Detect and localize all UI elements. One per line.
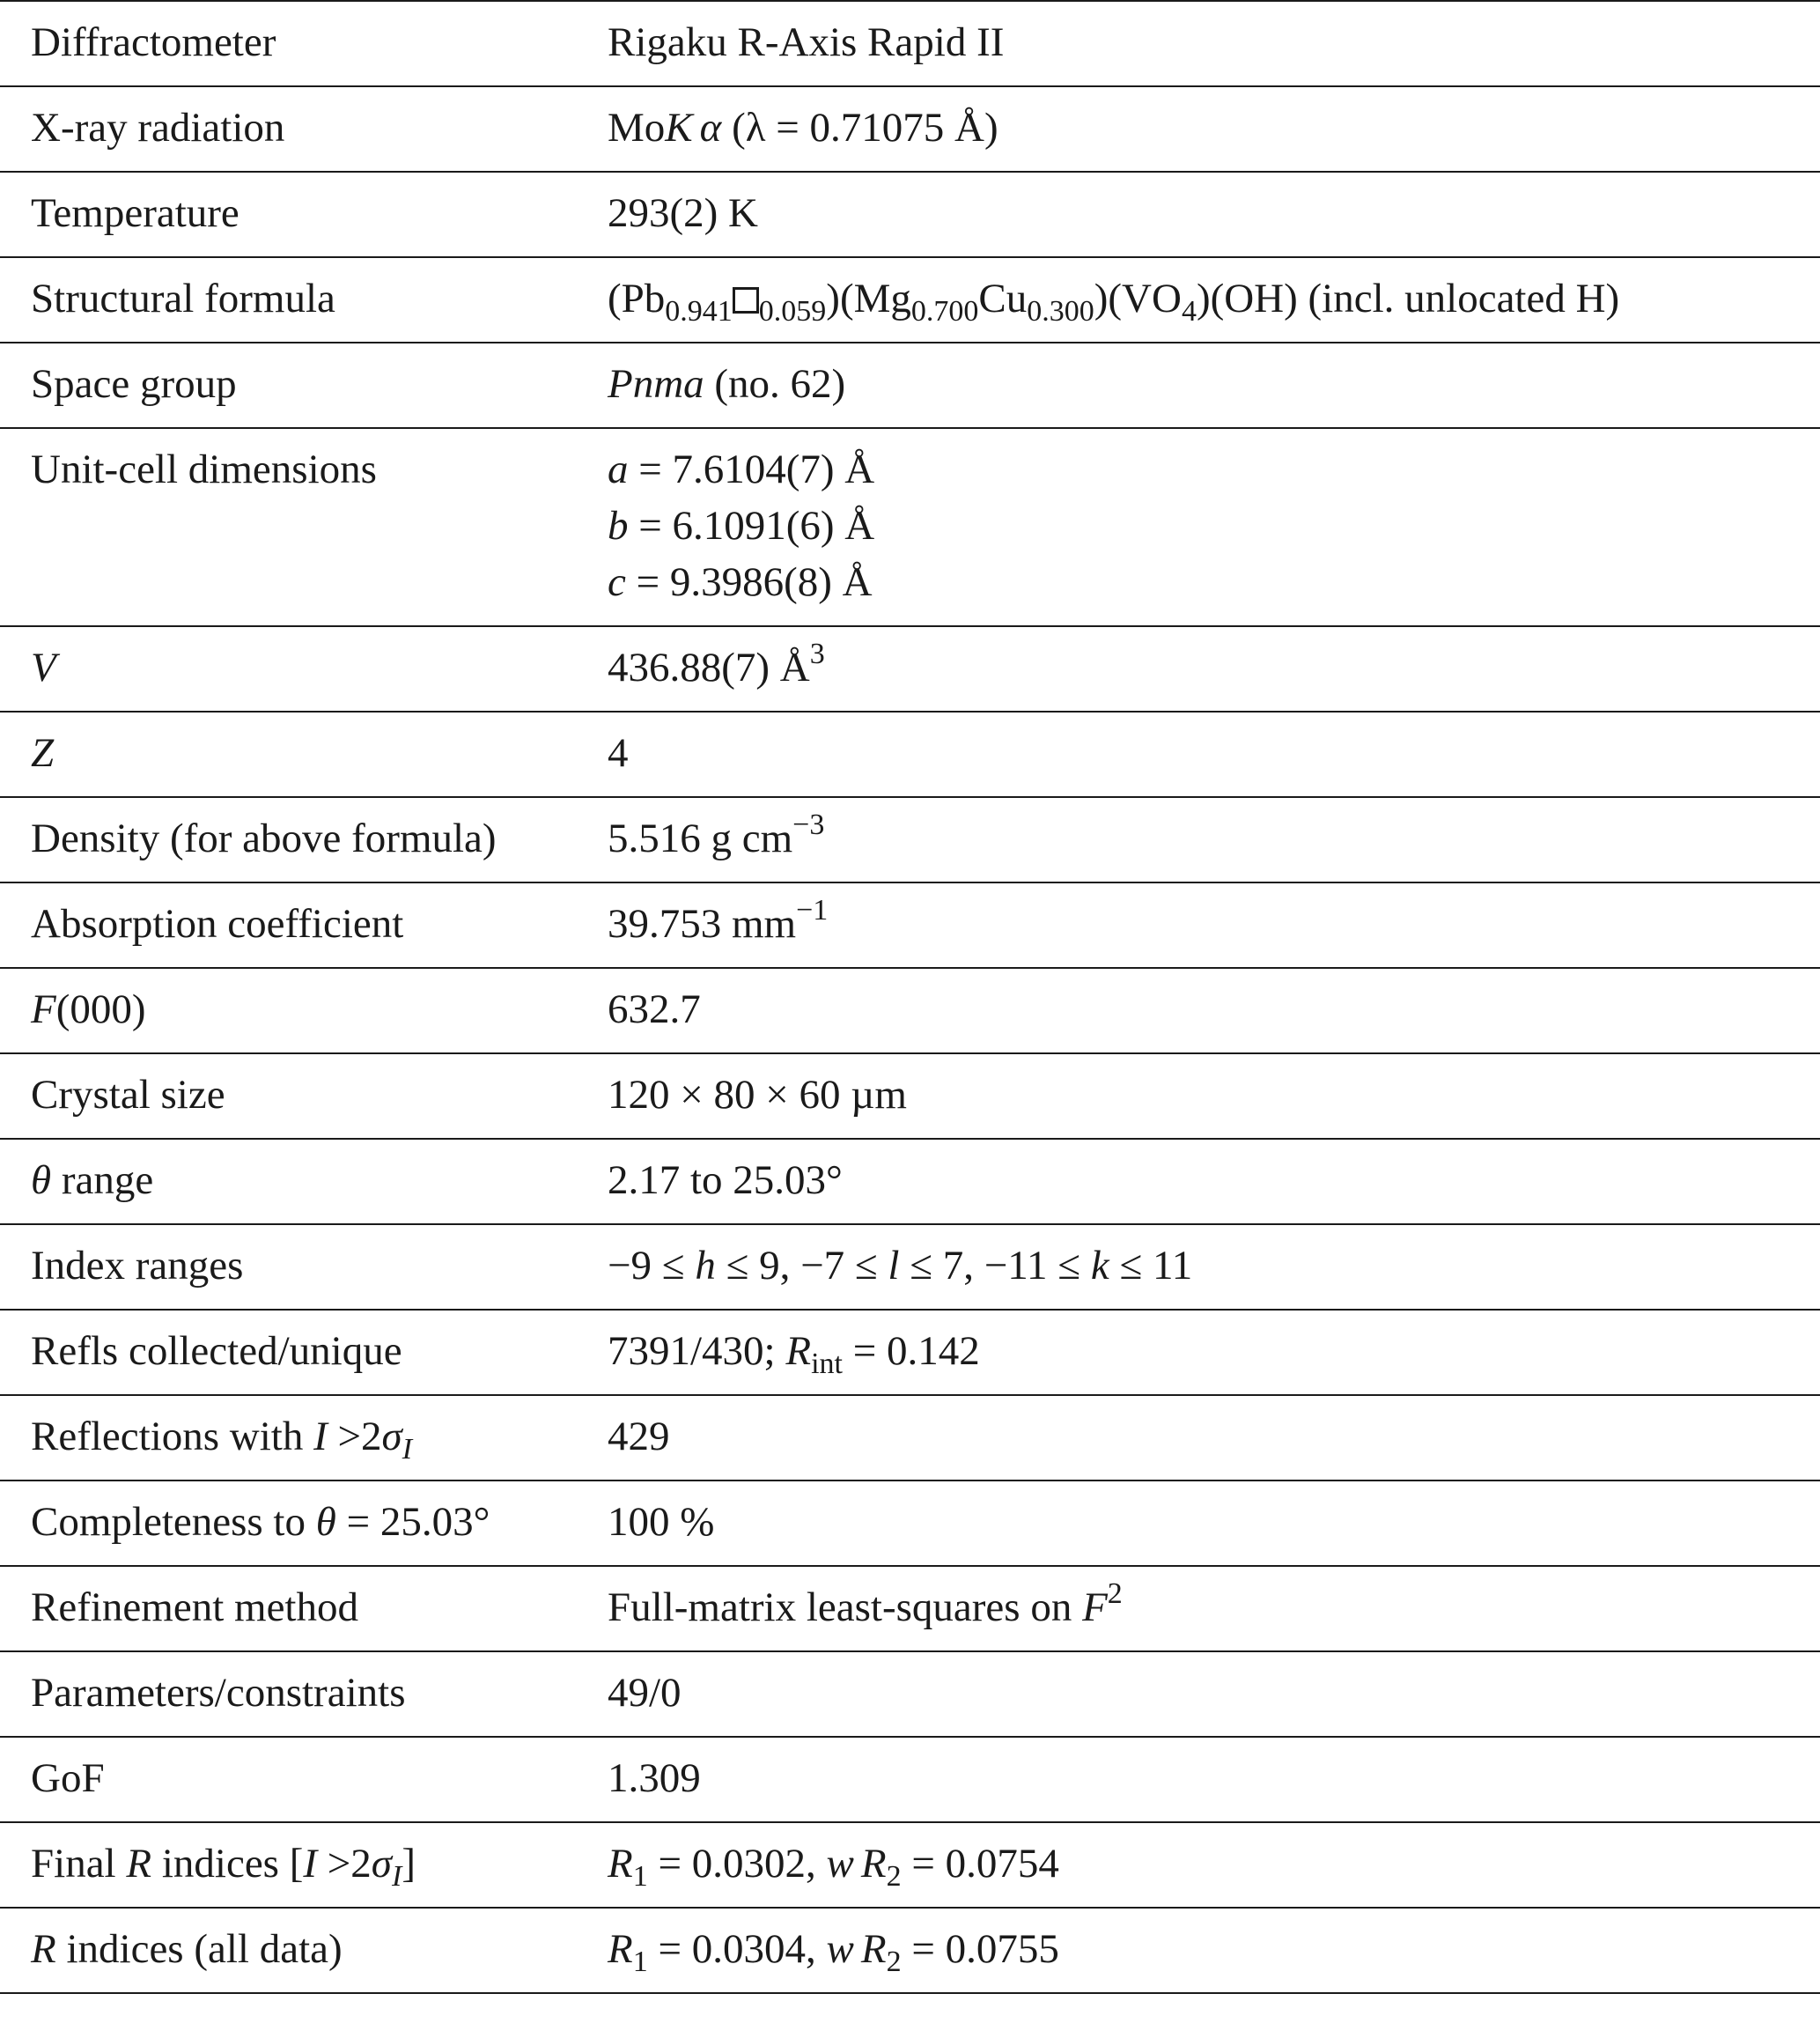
row-label: Absorption coefficient	[31, 901, 404, 947]
table-row	[0, 797, 1820, 882]
table-row	[0, 1053, 1820, 1139]
row-label: Structural formula	[31, 276, 335, 321]
row-value: 49/0	[608, 1670, 682, 1716]
value-text: = 0.142	[843, 1328, 980, 1374]
row-value	[577, 1310, 1820, 1395]
value-text: (Pb	[608, 276, 666, 321]
label-text: (000)	[55, 986, 146, 1032]
row-label: Unit-cell dimensions	[31, 447, 377, 492]
row-label: Density (for above formula)	[31, 816, 497, 861]
math-symbol: K	[665, 105, 693, 151]
row-label	[0, 1908, 577, 1993]
row-value: 632.7	[608, 986, 701, 1032]
math-symbol: I	[313, 1414, 328, 1459]
row-label: Space group	[31, 361, 237, 407]
label-text: indices (all data)	[55, 1926, 343, 1972]
math-symbol: b	[608, 503, 629, 549]
value-text: = 0.0302,	[647, 1841, 827, 1887]
value-text: (λ = 0.71075 Å)	[721, 105, 998, 151]
label-text: >2	[327, 1414, 382, 1459]
math-symbol: w	[826, 1926, 854, 1972]
value-text: = 6.1091(6) Å	[628, 503, 875, 549]
row-value	[577, 797, 1820, 882]
table-row	[0, 1139, 1820, 1224]
value-text: )(OH) (incl. unlocated H)	[1196, 276, 1620, 321]
table-row	[0, 257, 1820, 343]
math-symbol: V	[31, 645, 56, 690]
math-symbol: σ	[381, 1414, 402, 1459]
math-symbol: I	[402, 1433, 413, 1466]
row-label	[0, 1481, 577, 1566]
superscript: −1	[796, 894, 829, 927]
math-symbol: R	[126, 1841, 152, 1887]
value-text: (no. 62)	[704, 361, 846, 407]
math-symbol: I	[303, 1841, 318, 1887]
row-value	[577, 257, 1820, 343]
label-text: Final	[31, 1841, 127, 1887]
row-label: Refls collected/unique	[31, 1328, 402, 1374]
table-row	[0, 172, 1820, 257]
table-row	[0, 1395, 1820, 1481]
subscript: 0.941	[665, 295, 733, 328]
subscript: 1	[632, 1946, 648, 1978]
table-row	[0, 343, 1820, 428]
cell-dimension-line	[608, 498, 1820, 554]
superscript: 2	[1107, 1577, 1123, 1610]
value-text: 39.753 mm	[608, 901, 797, 947]
row-label: Index ranges	[31, 1243, 244, 1289]
value-text: 5.516 g cm	[608, 816, 793, 861]
value-text: )(Mg	[826, 276, 911, 321]
row-value: 120 × 80 × 60 µm	[608, 1072, 907, 1118]
table-row	[0, 1224, 1820, 1310]
row-value: 1.309	[608, 1755, 701, 1801]
math-symbol: R	[608, 1841, 633, 1887]
math-symbol: R	[860, 1841, 887, 1887]
label-text: >2	[317, 1841, 372, 1887]
table-row	[0, 428, 1820, 626]
table-row	[0, 1822, 1820, 1908]
math-symbol: Pnma	[608, 361, 704, 407]
row-value: 100 %	[608, 1499, 715, 1545]
label-text: Reflections with	[31, 1414, 314, 1459]
superscript: −3	[792, 809, 825, 841]
label-text: indices [	[151, 1841, 304, 1887]
value-text: Mo	[608, 105, 666, 151]
subscript: 0.700	[910, 295, 979, 328]
row-label: Temperature	[31, 190, 239, 236]
math-symbol: l	[888, 1243, 900, 1289]
table-row	[0, 1481, 1820, 1566]
row-value: 2.17 to 25.03°	[608, 1157, 843, 1203]
value-text: 436.88(7) Å	[608, 645, 810, 690]
math-symbol: w	[826, 1841, 854, 1887]
row-label	[0, 1139, 577, 1224]
label-text: = 25.03°	[335, 1499, 490, 1545]
cell-dimension-line	[608, 554, 1820, 610]
row-value	[577, 882, 1820, 968]
table-row	[0, 882, 1820, 968]
value-text: )(VO	[1094, 276, 1182, 321]
row-label	[0, 712, 577, 797]
subscript: 0.059	[758, 295, 827, 328]
row-value	[577, 1908, 1820, 1993]
cell-dimension-line	[608, 441, 1820, 498]
value-text: 7391/430;	[608, 1328, 786, 1374]
value-text: ≤ 11	[1109, 1243, 1193, 1289]
row-label: Refinement method	[31, 1584, 358, 1630]
value-text: Cu	[978, 276, 1028, 321]
row-label	[0, 968, 577, 1053]
table-row	[0, 712, 1820, 797]
subscript: 2	[886, 1860, 902, 1893]
value-text: ≤ 9, −7 ≤	[715, 1243, 888, 1289]
value-text: Full-matrix least-squares on	[608, 1584, 1083, 1630]
math-symbol: α	[699, 105, 722, 151]
subscript: 1	[632, 1860, 648, 1893]
row-value	[577, 428, 1820, 626]
table-row	[0, 1737, 1820, 1822]
row-value	[577, 86, 1820, 172]
label-text: Completeness to	[31, 1499, 316, 1545]
subscript: 2	[886, 1946, 902, 1978]
row-label	[0, 626, 577, 712]
math-symbol: R	[608, 1926, 633, 1972]
row-value	[577, 343, 1820, 428]
value-text: = 9.3986(8) Å	[625, 559, 873, 605]
math-symbol: c	[608, 559, 626, 605]
value-text: ≤ 7, −11 ≤	[899, 1243, 1091, 1289]
table-row	[0, 968, 1820, 1053]
math-symbol: a	[608, 447, 629, 492]
subscript	[392, 1860, 402, 1893]
table-row	[0, 1566, 1820, 1651]
row-label: Parameters/constraints	[31, 1670, 406, 1716]
row-value	[577, 1224, 1820, 1310]
row-value	[577, 626, 1820, 712]
table-row	[0, 1310, 1820, 1395]
row-value: 429	[608, 1414, 670, 1459]
row-label: Crystal size	[31, 1072, 225, 1118]
row-label	[0, 1395, 577, 1481]
math-symbol: F	[1082, 1584, 1108, 1630]
math-symbol: k	[1090, 1243, 1109, 1289]
math-symbol: I	[391, 1860, 402, 1893]
table-row	[0, 626, 1820, 712]
math-symbol: R	[785, 1328, 812, 1374]
math-symbol: R	[860, 1926, 887, 1972]
row-label: X-ray radiation	[31, 105, 285, 151]
math-symbol: σ	[371, 1841, 392, 1887]
value-text: = 0.0754	[901, 1841, 1059, 1887]
row-label: GoF	[31, 1755, 105, 1801]
math-symbol: θ	[315, 1499, 336, 1545]
math-symbol: R	[31, 1926, 56, 1972]
row-value	[577, 1822, 1820, 1908]
table-row	[0, 1, 1820, 86]
superscript: 3	[809, 638, 825, 670]
subscript	[402, 1433, 412, 1466]
label-text: ]	[402, 1841, 416, 1887]
label-text: range	[51, 1157, 154, 1203]
row-value: 4	[608, 730, 629, 776]
row-value: 293(2) K	[608, 190, 758, 236]
value-text: = 0.0304,	[647, 1926, 827, 1972]
math-symbol: θ	[31, 1157, 52, 1203]
value-text: −9 ≤	[608, 1243, 696, 1289]
row-label: Diffractometer	[31, 19, 276, 65]
subscript: 0.300	[1027, 295, 1094, 328]
value-text: = 0.0755	[901, 1926, 1059, 1972]
row-label	[0, 1822, 577, 1908]
table-row	[0, 1651, 1820, 1737]
row-value: Rigaku R-Axis Rapid II	[608, 19, 1005, 65]
table-row	[0, 86, 1820, 172]
value-text: = 7.6104(7) Å	[628, 447, 875, 492]
math-symbol: F	[31, 986, 56, 1032]
math-symbol: Z	[31, 730, 55, 776]
subscript: int	[811, 1348, 843, 1380]
vacancy-box-icon	[733, 287, 759, 314]
math-symbol: h	[695, 1243, 716, 1289]
row-value	[577, 1566, 1820, 1651]
table-row	[0, 1908, 1820, 1993]
subscript: 4	[1181, 295, 1197, 328]
